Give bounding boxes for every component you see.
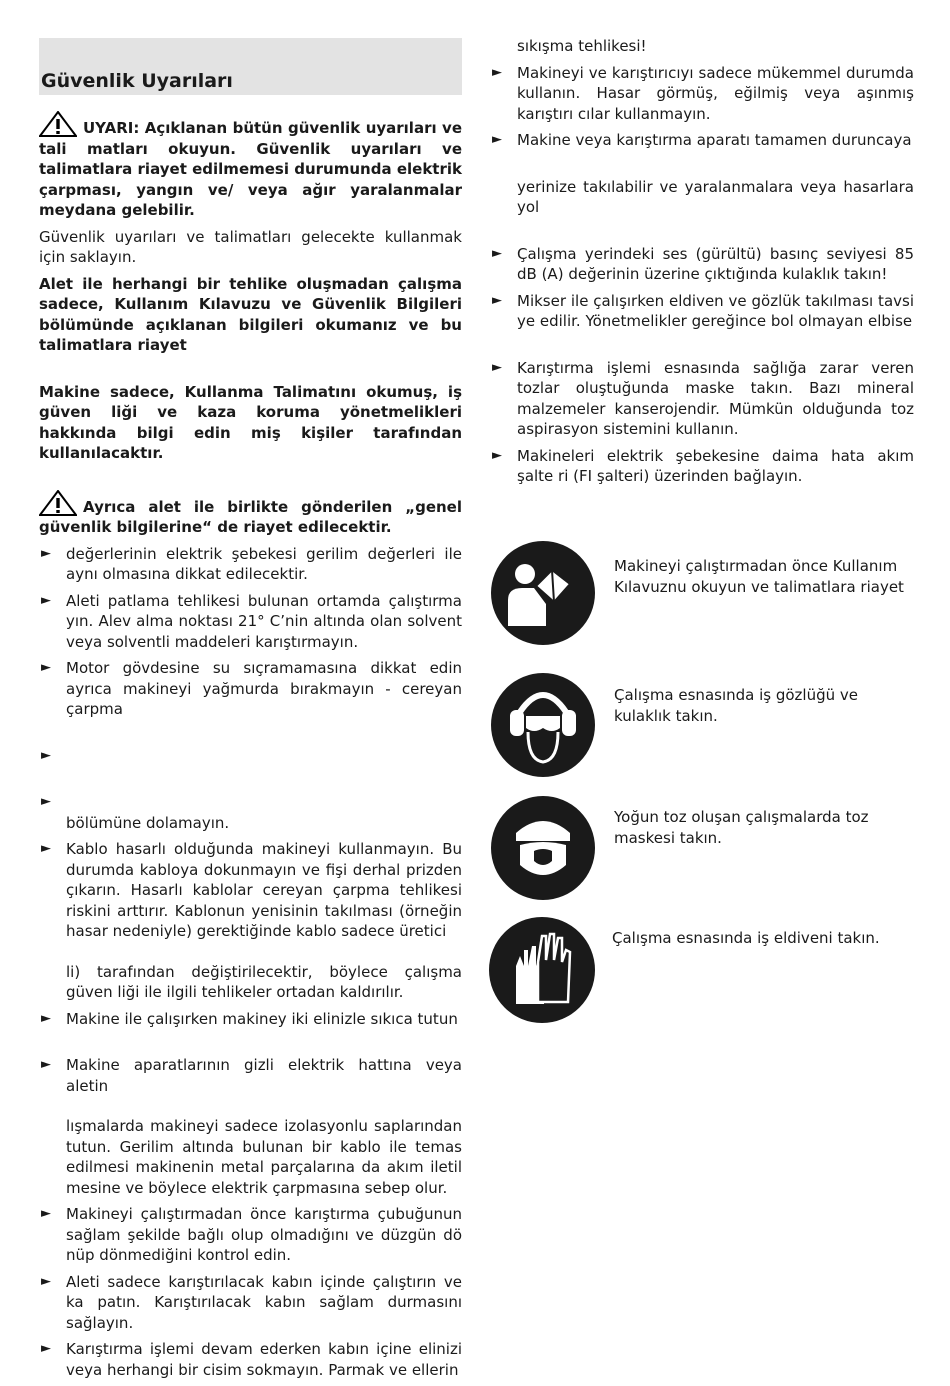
list-item: ► Makineyi ve karıştırıcıyı sadece mükemmel durumda kullanın. Hasar görmüş, eğilmiş veya aşınmış karıştırı cılar kullanmayın. — [492, 63, 914, 123]
list-item: ► Motor gövdesine su sıçramamasına dikkat edin ayrıca makineyi yağmurda bırakmayın - cereyan çarpma — [41, 659, 462, 718]
list-item: sıkışma tehlikesi! — [517, 37, 647, 55]
bullet-arrow-icon: ► — [41, 592, 51, 608]
bullet-arrow-icon: ► — [41, 1057, 51, 1072]
bullet-arrow-icon: ► — [492, 359, 502, 375]
section-title: Güvenlik Uyarıları — [41, 70, 233, 92]
list-item: ► Kablo hasarlı olduğunda makineyi kullanmayın. Bu durumda kabloya dokunmayın ve fişi derhal prizden çıkarın. Hasarlı kablolar cereyan çarpma tehlikesi riskini arttırır. Kablonun yenisinin takılması (örneğin hasar nedeniyle) gerektiğinde kablo sadece üretici — [41, 840, 462, 940]
list-item: ► Çalışma yerindeki ses (gürültü) basınç seviyesi 85 dB (A) değerinin üzerine çıktığında kulaklık takın! — [492, 244, 914, 283]
bullet-arrow-icon: ► — [492, 64, 502, 80]
goggles-earmuffs-icon — [490, 672, 596, 778]
symbol-text: Yoğun toz oluşan çalışmalarda toz maskesi takın. — [614, 808, 869, 847]
bullet-arrow-icon: ► — [41, 1273, 51, 1289]
bullet-arrow-icon: ► — [41, 794, 51, 809]
list-item: ► Makineleri elektrik şebekesine daima hata akım şalte ri (FI şalteri) üzerinden bağlayın. — [492, 446, 914, 485]
bullet-arrow-icon: ► — [492, 292, 502, 308]
bullet-arrow-icon: ► — [492, 245, 502, 261]
warning-1-text: UYARI: Açıklanan bütün güvenlik uyarıları ve tali matları okuyun. Güvenlik uyarıları ve talimatlara riayet edilmemesi durumunda elektrik çarpması, yangın ve/ veya ağır yaralanmalar meydana gelebilir. — [39, 119, 462, 219]
list-item: ► Makineyi çalıştırmadan önce karıştırma çubuğunun sağlam şekilde bağlı olup olmadığını ve düzgün dö nüp dönmediğini kontrol edin. — [41, 1205, 462, 1264]
dust-mask-icon — [490, 795, 596, 901]
list-item: lışmalarda makineyi sadece izolasyonlu saplarından tutun. Gerilim altında bulunan bir kablo ile temas edilmesi makinenin metal parçalarına da akım iletil mesine ve böylece elektrik çarpmasına sebep olur. — [66, 1117, 462, 1197]
bullet-arrow-icon: ► — [41, 545, 51, 561]
section-header — [39, 38, 462, 95]
symbol-text: Çalışma esnasında iş eldiveni takın. — [612, 929, 880, 947]
list-item — [39, 792, 462, 813]
paragraph-save-instructions: Güvenlik uyarıları ve talimatları gelecekte kullanmak için saklayın. — [39, 227, 462, 266]
bullet-arrow-icon: ► — [41, 841, 51, 856]
list-item: ► Mikser ile çalışırken eldiven ve gözlük takılması tavsi ye edilir. Yönetmelikler gereğince bol olmayan elbise — [492, 291, 914, 330]
paragraph-authorized-users: Makine sadece, Kullanma Talimatını okumuş, iş güven liği ve kaza koruma yönetmelikleri hakkında bilgi edin miş kişiler tarafından kullanılacaktır. — [39, 382, 462, 462]
warning-block-2 — [39, 490, 462, 538]
list-item: değerlerinin elektrik şebekesi gerilim değerleri ile aynı olmasına dikkat edilecektir. — [66, 544, 462, 583]
list-item — [39, 746, 462, 767]
gloves-icon — [488, 916, 596, 1024]
bullet-arrow-icon: ► — [41, 747, 51, 763]
symbol-text: Çalışma esnasında iş gözlüğü ve kulaklık takın. — [614, 686, 858, 725]
list-item: bölümüne dolamayın. — [66, 813, 230, 832]
bullet-arrow-icon: ► — [492, 447, 502, 463]
paragraph-safe-work: Alet ile herhangi bir tehlike oluşmadan çalışma sadece, Kullanım Kılavuzu ve Güvenlik Bilgileri bölümünde açıklanan bilgileri okumanız ve bu talimatlara riayet — [39, 274, 462, 354]
list-item: ► Karıştırma işlemi devam ederken kabın içine elinizi veya herhangi bir cisim sokmayın. Parmak ve ellerin — [41, 1340, 462, 1379]
bullet-arrow-icon: ► — [41, 1010, 51, 1026]
symbol-text: Makineyi çalıştırmadan önce Kullanım Kılavuznu okuyun ve talimatlara riayet — [614, 557, 904, 596]
bullet-arrow-icon: ► — [492, 132, 502, 147]
left-column — [39, 38, 462, 1386]
read-manual-icon — [490, 540, 596, 646]
list-item: ► Karıştırma işlemi esnasında sağlığa zarar veren tozlar oluştuğunda maske takın. Bazı mineral malzemeler kanserojendir. Mümkün olduğunda toz aspirasyon sistemini kullanın. — [492, 358, 914, 438]
right-column — [490, 36, 914, 493]
list-item: ► Makine veya karıştırma aparatı tamamen duruncaya — [492, 131, 912, 149]
list-item: ► Aleti patlama tehlikesi bulunan ortamda çalıştırma yın. Alev alma noktası 21° C’nin altında olan solvent veya solventli maddeleri karıştırmayın. — [41, 591, 462, 651]
warning-triangle-icon — [39, 111, 77, 137]
bullet-arrow-icon: ► — [41, 660, 51, 675]
warning-2-text: Ayrıca alet ile birlikte gönderilen „genel güvenlik bilgilerine“ de riayet edilecektir. — [39, 497, 462, 536]
bullet-arrow-icon: ► — [41, 1341, 51, 1356]
list-item: li) tarafından değiştirilecektir, böylece çalışma güven liği ile ilgili tehlikeler ortadan kaldırılır. — [66, 962, 462, 1001]
list-item: yerinize takılabilir ve yaralanmalara veya hasarlara yol — [517, 177, 914, 216]
warning-triangle-icon — [39, 490, 77, 516]
list-item: ► Makine ile çalışırken makiney iki elinizle sıkıca tutun — [41, 1009, 458, 1028]
warning-block-1 — [39, 111, 462, 221]
bullet-arrow-icon: ► — [41, 1206, 51, 1221]
list-item: ► Aleti sadece karıştırılacak kabın içinde çalıştırın ve ka patın. Karıştırılacak kabın sağlam durmasını sağlayın. — [41, 1272, 462, 1332]
list-item: ► Makine aparatlarının gizli elektrik hattına veya aletin — [41, 1056, 462, 1095]
